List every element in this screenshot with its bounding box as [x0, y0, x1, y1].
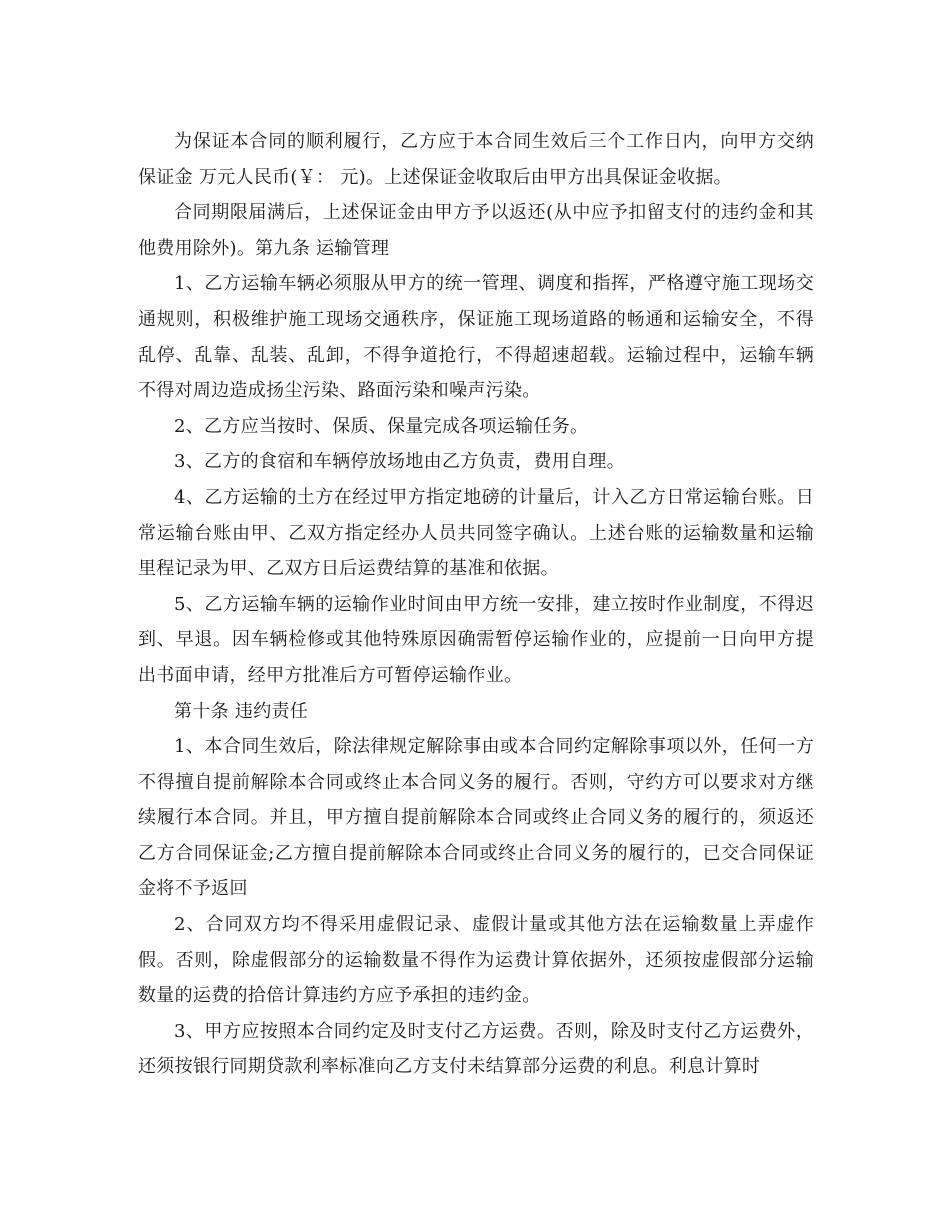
paragraph-transport-rule-2: 2、乙方应当按时、保质、保量完成各项运输任务。 — [174, 415, 589, 437]
document-body — [138, 124, 814, 1085]
section-heading-article-10: 第十条 违约责任 — [174, 700, 309, 722]
paragraph-transport-rule-1: 1、乙方运输车辆必须服从甲方的统一管理、调度和指挥，严格遵守施工现场交通规则，积极维护施工现场交通秩序，保证施工现场道路的畅通和运输安全，不得乱停、乱靠、乱装、乱卸，不得争道抢行，不得超速超载。运输过程中，运输车辆不得对周边造成扬尘污染、路面污染和噪声污染。 — [138, 273, 814, 402]
paragraph-deposit-return: 合同期限届满后，上述保证金由甲方予以返还(从中应予扣留支付的违约金和其他费用除外)。第九条 运输管理 — [138, 202, 814, 259]
paragraph-liability-1: 1、本合同生效后，除法律规定解除事由或本合同约定解除事项以外，任何一方不得擅自提前解除本合同或终止本合同义务的履行。否则，守约方可以要求对方继续履行本合同。并且，甲方擅自提前解除本合同或终止合同义务的履行的，须返还乙方合同保证金;乙方擅自提前解除本合同或终止合同义务的履行的，已交合同保证金将不予返回 — [138, 736, 814, 900]
paragraph-transport-rule-4: 4、乙方运输的土方在经过甲方指定地磅的计量后，计入乙方日常运输台账。日常运输台账由甲、乙双方指定经办人员共同签字确认。上述台账的运输数量和运输里程记录为甲、乙双方日后运费结算的基准和依据。 — [138, 486, 814, 580]
paragraph-security-deposit: 为保证本合同的顺利履行，乙方应于本合同生效后三个工作日内，向甲方交纳保证金 万元人民币(￥： 元)。上述保证金收取后由甲方出具保证金收据。 — [138, 131, 814, 188]
paragraph-liability-3: 3、甲方应按照本合同约定及时支付乙方运费。否则，除及时支付乙方运费外，还须按银行同期贷款利率标准向乙方支付未结算部分运费的利息。利息计算时 — [138, 1020, 814, 1078]
paragraph-transport-rule-5: 5、乙方运输车辆的运输作业时间由甲方统一安排，建立按时作业制度，不得迟到、早退。因车辆检修或其他特殊原因确需暂停运输作业的，应提前一日向甲方提出书面申请，经甲方批准后方可暂停运输作业。 — [138, 593, 814, 686]
paragraph-liability-2: 2、合同双方均不得采用虚假记录、虚假计量或其他方法在运输数量上弄虚作假。否则，除虚假部分的运输数量不得作为运费计算依据外，还须按虚假部分运输数量的运费的拾倍计算违约方应予承担的违约金。 — [138, 914, 814, 1007]
paragraph-transport-rule-3: 3、乙方的食宿和车辆停放场地由乙方负责，费用自理。 — [174, 451, 625, 473]
